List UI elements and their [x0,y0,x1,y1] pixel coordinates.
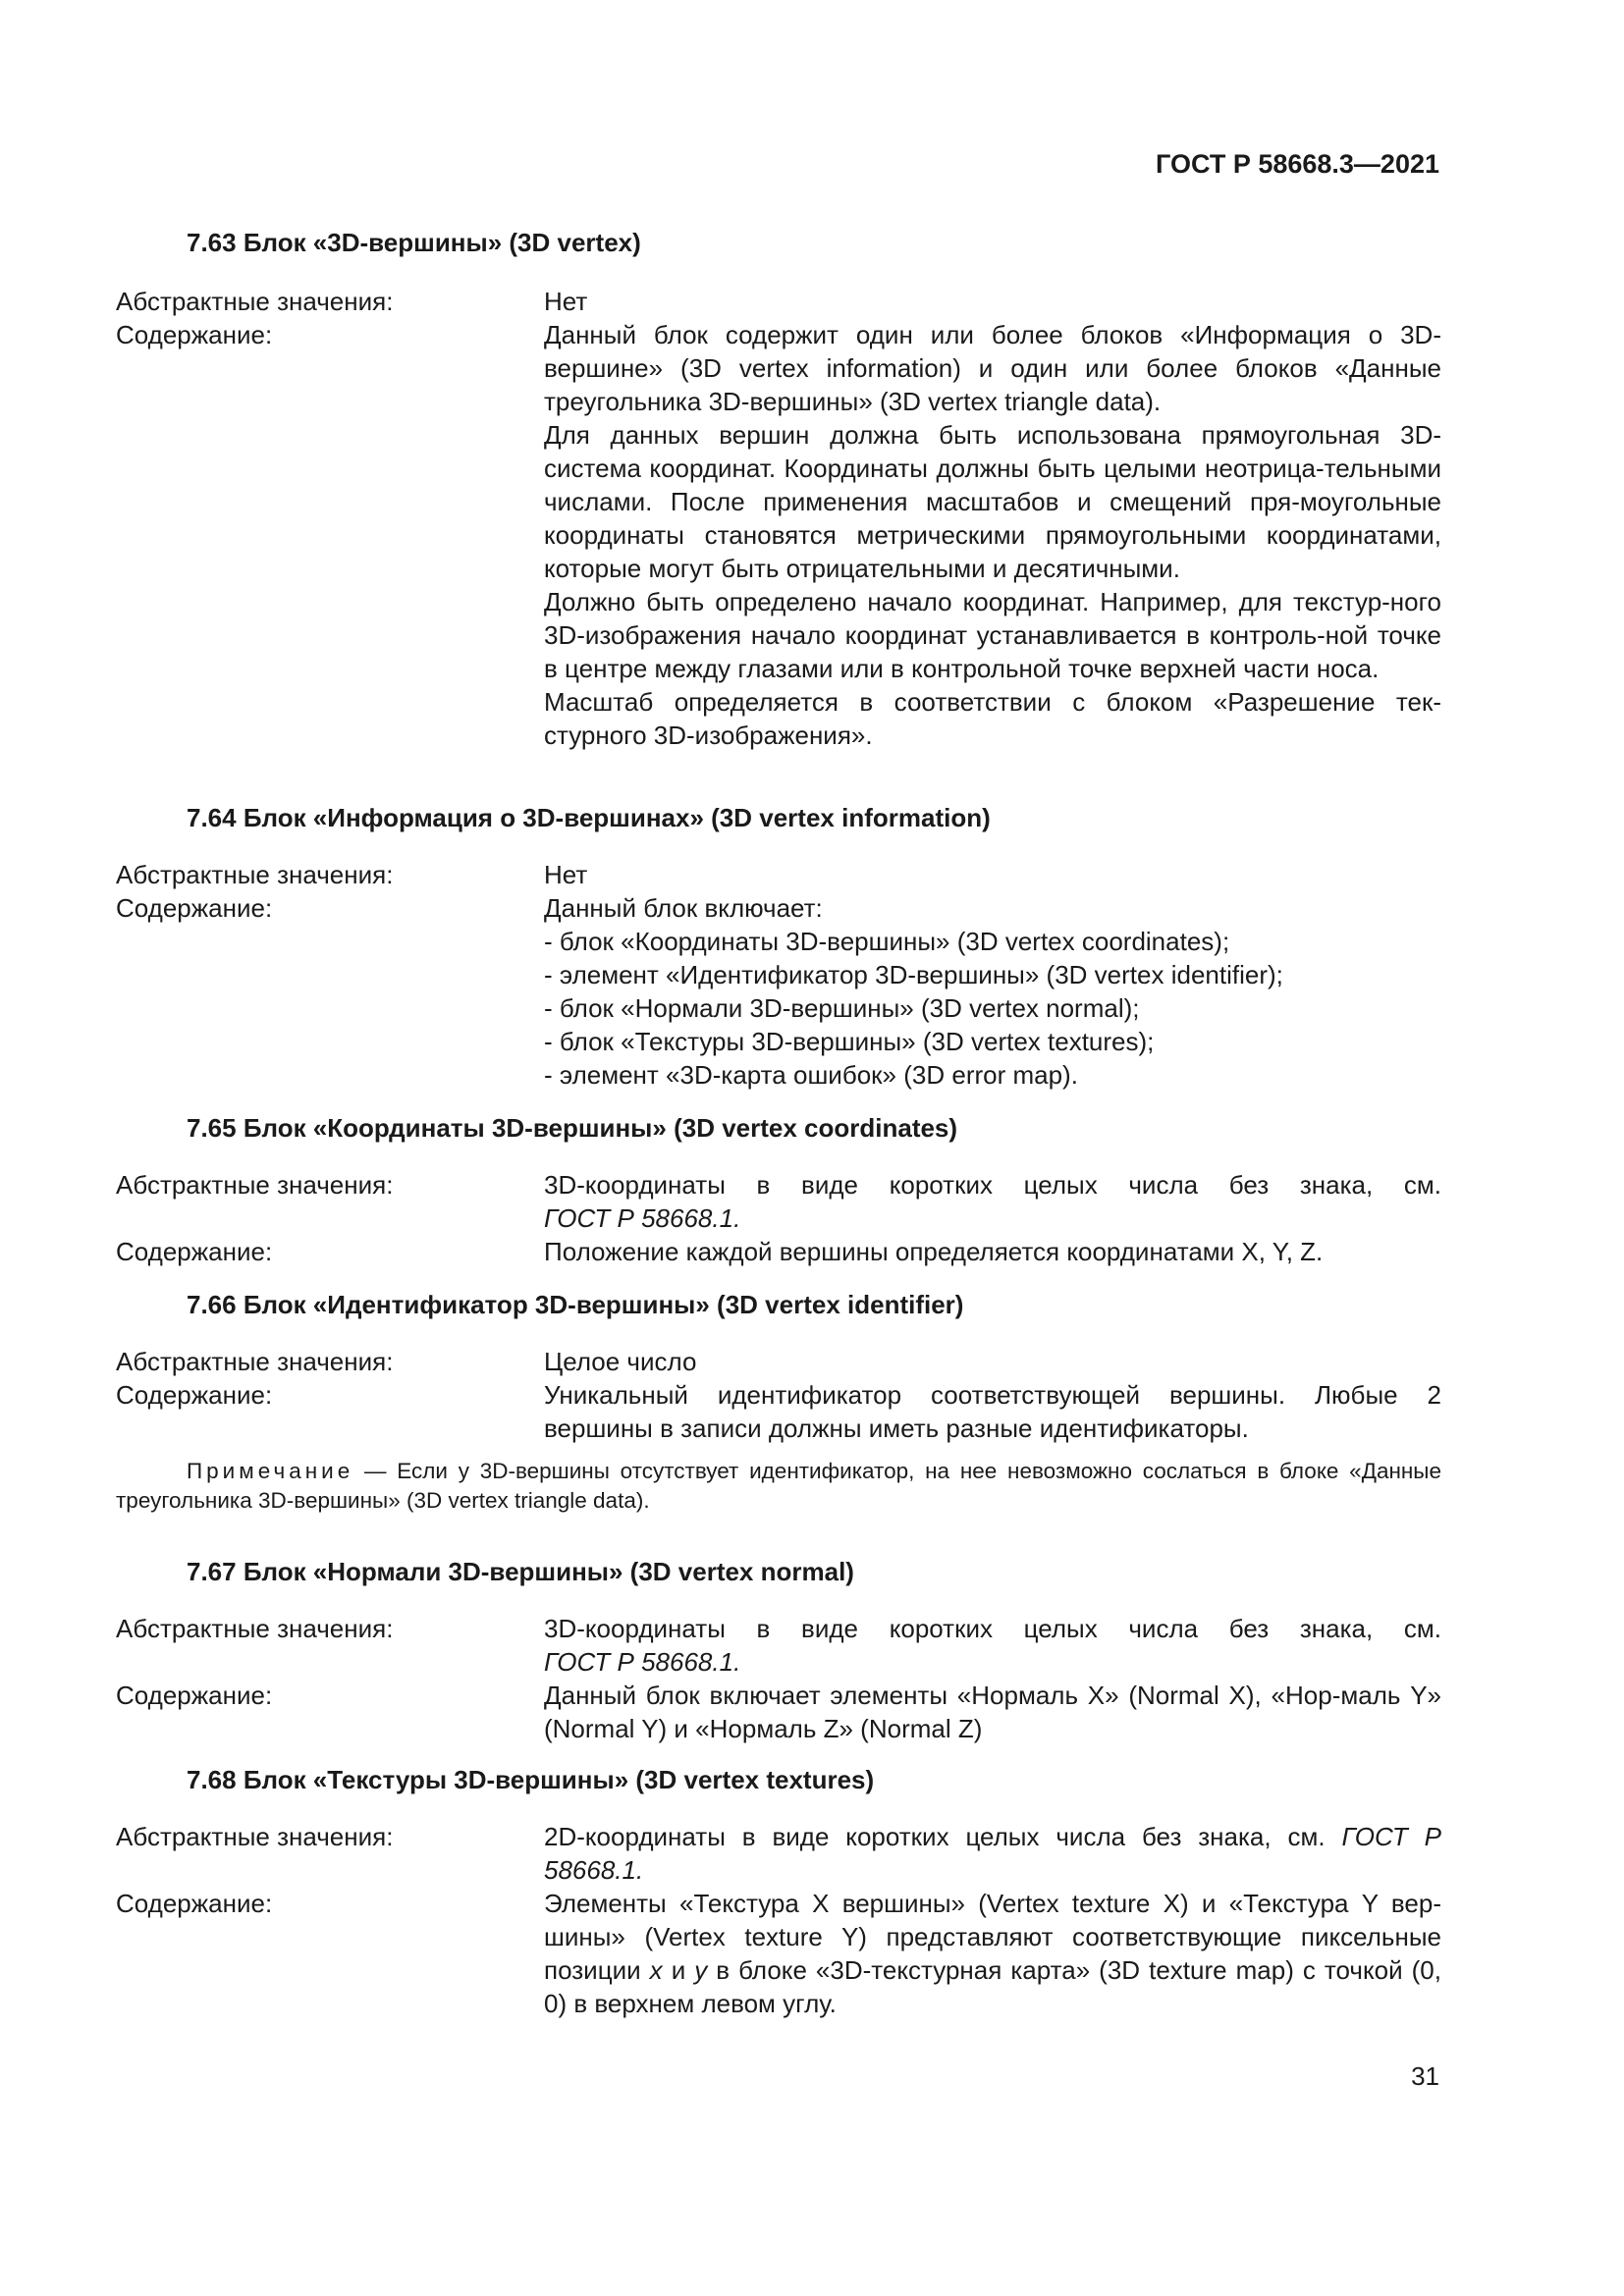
s65-content-row [116,1235,1441,1268]
s68-content-row [116,1887,1441,2020]
section-title-7-66: 7.66 Блок «Идентификатор 3D-вершины» (3D vertex identifier) [187,1290,964,1319]
content-label: Содержание: [116,1380,273,1410]
section-title-7-67: 7.67 Блок «Нормали 3D-вершины» (3D vertex normal) [187,1557,854,1586]
s68-abstract-reference: ГОСТ Р 58668.1. [544,1822,1441,1885]
s67-content-row [116,1679,1441,1745]
abstract-label: Абстрактные значения: [116,860,394,889]
s65-abstract-reference-line [544,1201,1441,1235]
content-label: Содержание: [116,1681,273,1710]
s63-paragraph-2: Для данных вершин должна быть использована прямоугольная 3D-система координат. Координаты должны быть целыми неотрица-тельными числами. После применения масштабов и смещений пря-моугольные координаты становятся метрическими прямоугольными координатами, которые могут быть отрицательными и десятичными. [544,420,1441,583]
page-number: 31 [1411,2061,1439,2091]
note-text: — Если у 3D-вершины отсутствует идентификатор, на нее невозможно сослаться в блоке «Данные треугольника 3D-вершины» (3D vertex triangle data). [116,1459,1441,1513]
content-label: Содержание: [116,893,273,923]
s67-abstract-value [544,1612,1441,1679]
abstract-label: Абстрактные значения: [116,287,394,316]
s66-content-text: Уникальный идентификатор соответствующей вершины. Любые 2 вершины в записи должны иметь разные идентификаторы. [544,1380,1441,1443]
list-item: - блок «Нормали 3D-вершины» (3D vertex normal); [544,993,1140,1023]
s64-abstract-value: Нет [544,860,588,889]
list-item: - блок «Текстуры 3D-вершины» (3D vertex textures); [544,1027,1155,1056]
s68-abstract-text-main: 2D-координаты в виде коротких целых числа без знака, см. [544,1822,1326,1851]
s63-abstract-value: Нет [544,287,588,316]
abstract-label: Абстрактные значения: [116,1822,394,1851]
section-title-7-63: 7.63 Блок «3D-вершины» (3D vertex) [187,228,641,257]
s65-abstract-value [544,1168,1441,1235]
s63-abstract-row [116,285,1441,318]
s64-abstract-row [116,858,1441,891]
s64-content-row [116,891,1441,1092]
s67-abstract-row [116,1612,1441,1679]
s67-abstract-reference: ГОСТ Р 58668.1. [544,1647,741,1677]
s67-abstract-text: 3D-координаты в виде коротких целых числа без знака, см. [544,1614,1441,1643]
s68-content-c: в блоке «3D-текстурная карта» (3D texture map) с точкой (0, 0) в верхнем левом углу. [544,1955,1441,2018]
list-item: - элемент «3D-карта ошибок» (3D error map). [544,1060,1078,1090]
abstract-label: Абстрактные значения: [116,1347,394,1376]
s63-content [544,318,1441,752]
s68-abstract-row [116,1820,1441,1887]
abstract-label: Абстрактные значения: [116,1614,394,1643]
s63-content-row [116,318,1441,752]
s64-content [544,891,1441,1092]
s63-paragraph-4: Масштаб определяется в соответствии с блоком «Разрешение тек-стурного 3D-изображения». [544,687,1441,750]
section-title-7-68: 7.68 Блок «Текстуры 3D-вершины» (3D vertex textures) [187,1765,875,1794]
list-item: - элемент «Идентификатор 3D-вершины» (3D vertex identifier); [544,960,1283,989]
s66-content-row [116,1378,1441,1445]
content-label: Содержание: [116,320,273,349]
s66-abstract-row [116,1345,1441,1378]
s68-content-text [544,1887,1441,2020]
s65-content: Положение каждой вершины определяется координатами X, Y, Z. [544,1237,1324,1266]
s68-abstract-text [544,1820,1441,1887]
variable-x: x [649,1955,663,1985]
document-header: ГОСТ Р 58668.3—2021 [1156,149,1439,179]
s68-content-b: и [671,1955,686,1985]
section-title-7-64: 7.64 Блок «Информация о 3D-вершинах» (3D vertex information) [187,803,991,832]
s68-abstract-value [544,1820,1441,1887]
s68-content [544,1887,1441,2020]
s68-content-a: Элементы «Текстура X вершины» (Vertex texture X) и «Текстура Y вер-шины» (Vertex texture Y) представляют соответствующие пиксельные позиции [544,1889,1441,1985]
list-item: - блок «Координаты 3D-вершины» (3D vertex coordinates); [544,927,1230,956]
section-title-7-65: 7.65 Блок «Координаты 3D-вершины» (3D vertex coordinates) [187,1113,958,1143]
s67-abstract-reference-line [544,1645,1441,1679]
s67-content [544,1679,1441,1745]
s65-abstract-reference: ГОСТ Р 58668.1. [544,1203,741,1233]
content-label: Содержание: [116,1889,273,1918]
content-label: Содержание: [116,1237,273,1266]
variable-y: y [694,1955,708,1985]
s64-intro: Данный блок включает: [544,893,823,923]
note-label: Примечание [187,1459,354,1483]
s65-abstract-row [116,1168,1441,1235]
s65-abstract-text: 3D-координаты в виде коротких целых числа без знака, см. [544,1170,1441,1200]
s63-paragraph-1: Данный блок содержит один или более блоков «Информация о 3D-вершине» (3D vertex information) и один или более блоков «Данные треугольника 3D-вершины» (3D vertex triangle data). [544,320,1441,416]
abstract-label: Абстрактные значения: [116,1170,394,1200]
s66-content [544,1378,1441,1445]
s67-content-text: Данный блок включает элементы «Нормаль X» (Normal X), «Нор-маль Y» (Normal Y) и «Нормаль Z» (Normal Z) [544,1681,1441,1743]
s63-paragraph-3: Должно быть определено начало координат. Например, для текстур-ного 3D-изображения начало координат устанавливается в контроль-ной точке в центре между глазами или в контрольной точке верхней части носа. [544,587,1441,683]
s66-abstract-value: Целое число [544,1347,697,1376]
note [116,1457,1441,1516]
